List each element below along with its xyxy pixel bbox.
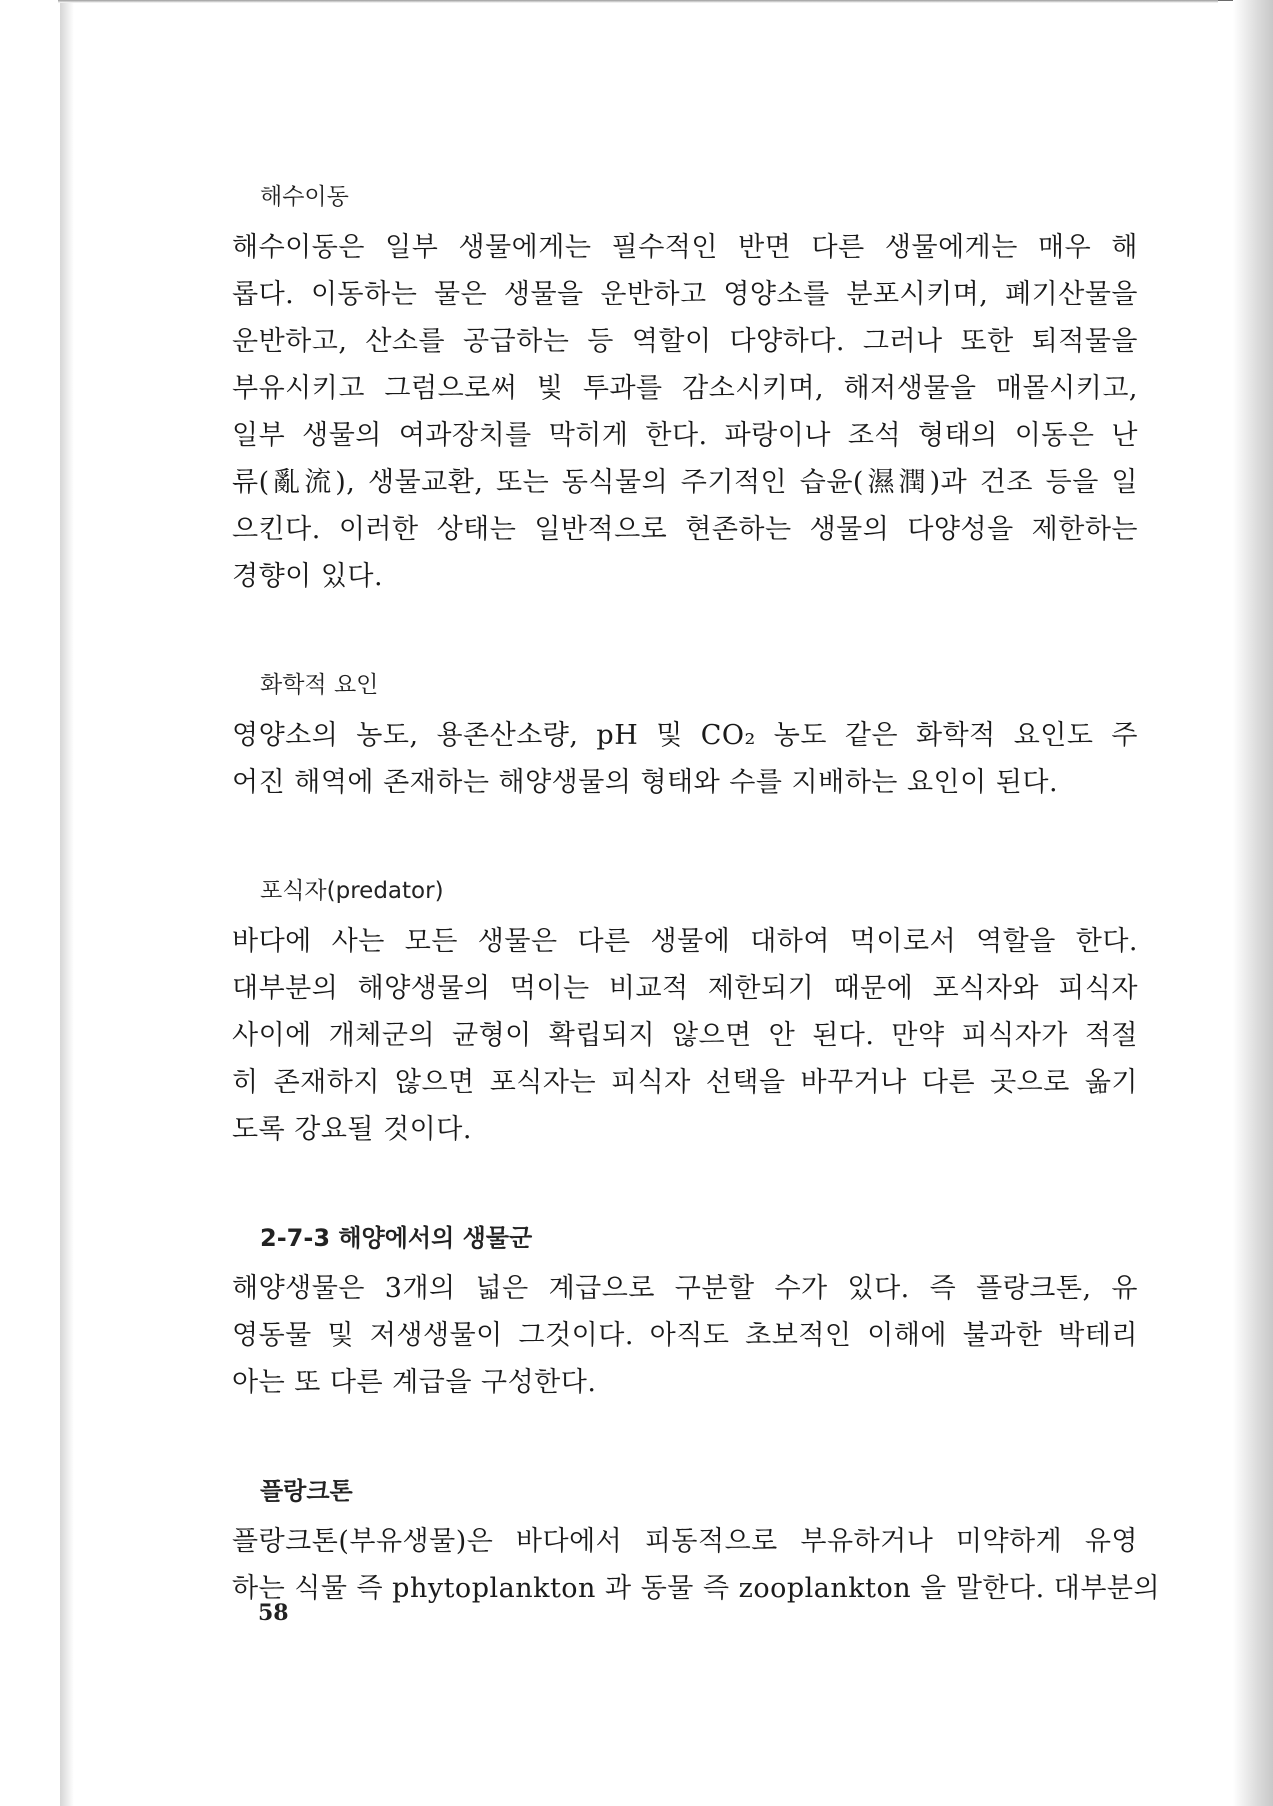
section-heading: 화학적 요인 — [260, 672, 379, 698]
section-heading: 플랑크톤 — [260, 1477, 353, 1505]
text-line: 영동물 및 저생생물이 그것이다. 아직도 초보적인 이해에 불과한 박테리 — [232, 1320, 1138, 1351]
section-heading: 포식자(predator) — [260, 878, 444, 904]
text-line: 일부 생물의 여과장치를 막히게 한다. 파랑이나 조석 형태의 이동은 난 — [232, 420, 1138, 451]
page-binding-shadow — [60, 0, 74, 1806]
section-plankton — [232, 1474, 1161, 1612]
page-number: 58 — [258, 1600, 289, 1626]
section-chemical-factors — [232, 668, 1138, 806]
section-water-movement — [232, 180, 1138, 600]
page-top-edge — [58, 0, 1218, 3]
text-line: 대부분의 해양생물의 먹이는 비교적 제한되기 때문에 포식자와 피식자 — [232, 973, 1138, 1004]
text-line: 바다에 사는 모든 생물은 다른 생물에 대하여 먹이로서 역할을 한다. — [232, 926, 1138, 957]
text-line: 히 존재하지 않으면 포식자는 피식자 선택을 바꾸거나 다른 곳으로 옮기 — [232, 1067, 1138, 1098]
text-line: 류(亂流), 생물교환, 또는 동식물의 주기적인 습윤(濕潤)과 건조 등을 일 — [232, 467, 1138, 498]
text-line: 하는 식물 즉 phytoplankton 과 동물 즉 zooplankton 을 말한다. 대부분의 — [232, 1573, 1161, 1604]
paragraph — [232, 918, 1138, 1153]
text-line: 아는 또 다른 계급을 구성한다. — [232, 1367, 597, 1398]
text-line: 어진 해역에 존재하는 해양생물의 형태와 수를 지배하는 요인이 된다. — [232, 767, 1059, 798]
paragraph — [232, 1265, 1138, 1406]
page-content — [232, 180, 1161, 1680]
page-right-shadow — [1233, 0, 1273, 1806]
text-line: 사이에 개체군의 균형이 확립되지 않으면 안 된다. 만약 피식자가 적절 — [232, 1020, 1138, 1051]
section-heading: 해수이동 — [260, 184, 349, 210]
text-line: 부유시키고 그럼으로써 빛 투과를 감소시키며, 해저생물을 매몰시키고, — [232, 373, 1138, 404]
text-line: 으킨다. 이러한 상태는 일반적으로 현존하는 생물의 다양성을 제한하는 — [232, 514, 1138, 545]
paragraph — [232, 224, 1138, 600]
section-marine-biota — [232, 1221, 1138, 1406]
text-line: 해양생물은 3개의 넓은 계급으로 구분할 수가 있다. 즉 플랑크톤, 유 — [232, 1273, 1138, 1304]
text-line: 운반하고, 산소를 공급하는 등 역할이 다양하다. 그러나 또한 퇴적물을 — [232, 326, 1138, 357]
section-predator — [232, 874, 1138, 1153]
paragraph — [232, 1518, 1161, 1612]
text-line: 영양소의 농도, 용존산소량, pH 및 CO₂ 농도 같은 화학적 요인도 주 — [232, 720, 1138, 751]
text-line: 도록 강요될 것이다. — [232, 1114, 472, 1145]
section-heading: 2-7-3 해양에서의 생물군 — [260, 1224, 533, 1252]
text-line: 플랑크톤(부유생물)은 바다에서 피동적으로 부유하거나 미약하게 유영 — [232, 1526, 1138, 1557]
text-line: 롭다. 이동하는 물은 생물을 운반하고 영양소를 분포시키며, 폐기산물을 — [232, 279, 1138, 310]
text-line: 해수이동은 일부 생물에게는 필수적인 반면 다른 생물에게는 매우 해 — [232, 232, 1138, 263]
paragraph — [232, 712, 1138, 806]
text-line: 경향이 있다. — [232, 561, 384, 592]
